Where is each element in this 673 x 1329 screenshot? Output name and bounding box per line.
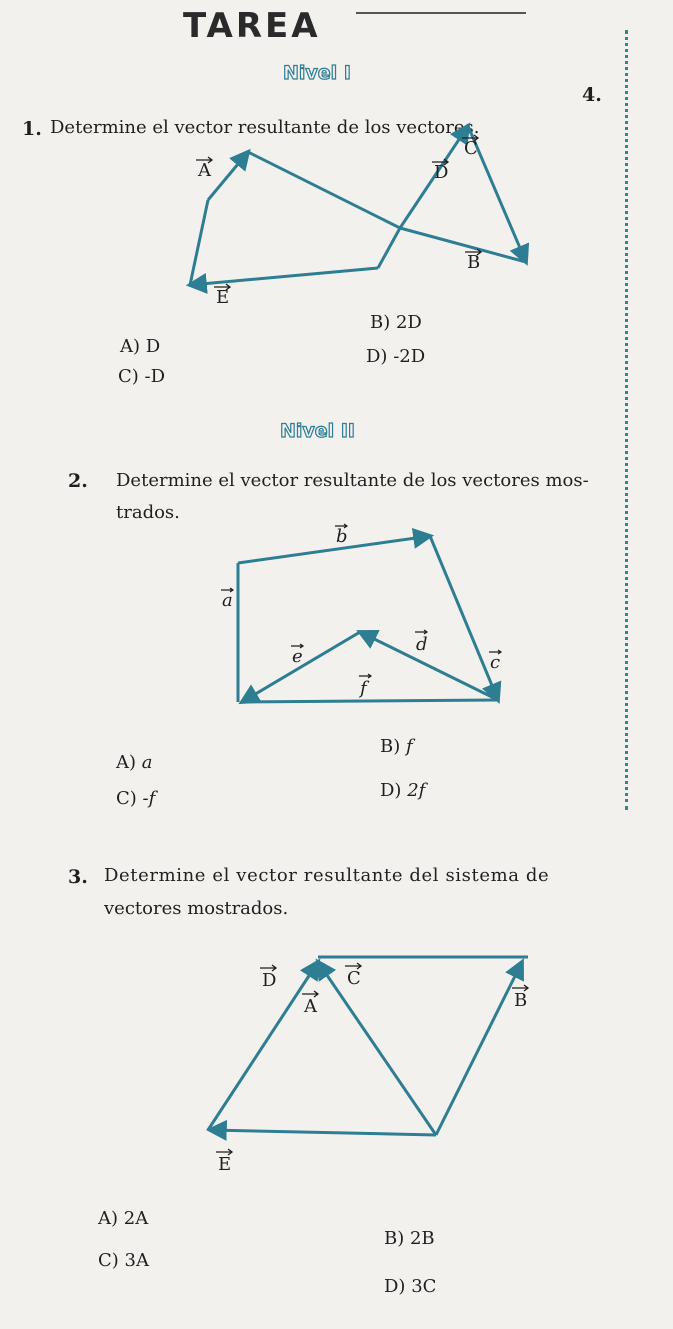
q2-label-c: c <box>490 652 501 673</box>
q1-label-a: A <box>198 160 211 181</box>
q3-label-b: B <box>514 990 528 1011</box>
q2-option-b[interactable]: B) f <box>380 736 413 757</box>
q2-label-d: d <box>416 634 428 655</box>
q3-label-d: D <box>262 970 277 991</box>
q1-option-c[interactable]: C) -D <box>118 366 166 387</box>
q1-label-b: B <box>467 252 481 273</box>
q1-option-a[interactable]: A) D <box>120 336 161 357</box>
q1-label-d: D <box>434 162 449 183</box>
q3-option-a[interactable]: A) 2A <box>98 1208 149 1229</box>
q3-vector-b <box>436 962 522 1135</box>
q2-label-e: e <box>292 646 303 667</box>
q3-label-e: E <box>218 1154 232 1175</box>
q3-vector-e <box>210 1130 436 1135</box>
q1-label-c: C <box>464 138 478 159</box>
q2-label-a: a <box>222 590 233 611</box>
q1-label-e: E <box>216 287 230 308</box>
q2-vector-b <box>238 536 430 563</box>
q1-vector-mid <box>378 228 400 268</box>
q1-statement: Determine el vector resultante de los vectores. <box>50 117 480 138</box>
q1-vector-top <box>248 152 400 228</box>
q2-number: 2. <box>68 470 88 492</box>
q3-number: 3. <box>68 866 88 888</box>
q3-statement-line2: vectores mostrados. <box>104 898 289 919</box>
q3-label-c: C <box>347 968 361 989</box>
q2-vector-e <box>242 632 360 702</box>
q2-diagram <box>238 536 501 702</box>
q1-option-b[interactable]: B) 2D <box>370 312 422 333</box>
q2-vector-f <box>242 700 498 702</box>
q2-vector-d <box>360 632 501 700</box>
q3-statement-line1: Determine el vector resultante del sistema de <box>104 865 550 886</box>
q2-vector-c <box>430 536 501 700</box>
q2-option-d[interactable]: D) 2f <box>380 780 426 801</box>
q2-option-c[interactable]: C) -f <box>116 788 156 809</box>
q1-vector-e <box>190 268 378 285</box>
q2-statement-line2: trados. <box>116 502 180 523</box>
q2-label-b: b <box>336 526 348 547</box>
q3-label-a: A <box>304 996 317 1017</box>
level-one-heading: Nivel I <box>283 62 351 84</box>
level-two-heading: Nivel II <box>280 420 355 442</box>
q3-label-arrows <box>216 963 528 1155</box>
q1-vector-left <box>190 200 208 285</box>
page-title: TAREA <box>183 6 321 46</box>
q1-number: 1. <box>22 118 42 140</box>
q3-option-b[interactable]: B) 2B <box>384 1228 435 1249</box>
q1-vector-c <box>400 228 526 262</box>
q1-label-arrows <box>196 135 481 290</box>
q2-statement-line1: Determine el vector resultante de los vectores mos- <box>116 470 589 491</box>
q1-vector-a <box>208 152 248 200</box>
q3-option-c[interactable]: C) 3A <box>98 1250 149 1271</box>
q2-option-a[interactable]: A) a <box>116 752 153 773</box>
q2-labels <box>222 526 500 699</box>
q3-option-d[interactable]: D) 3C <box>384 1276 437 1297</box>
q3-vector-a <box>318 962 436 1135</box>
q1-option-d[interactable]: D) -2D <box>366 346 426 367</box>
q3-diagram <box>208 957 528 1135</box>
q4-number: 4. <box>582 84 602 106</box>
q2-label-f: f <box>360 678 367 699</box>
q3-labels <box>218 968 527 1175</box>
